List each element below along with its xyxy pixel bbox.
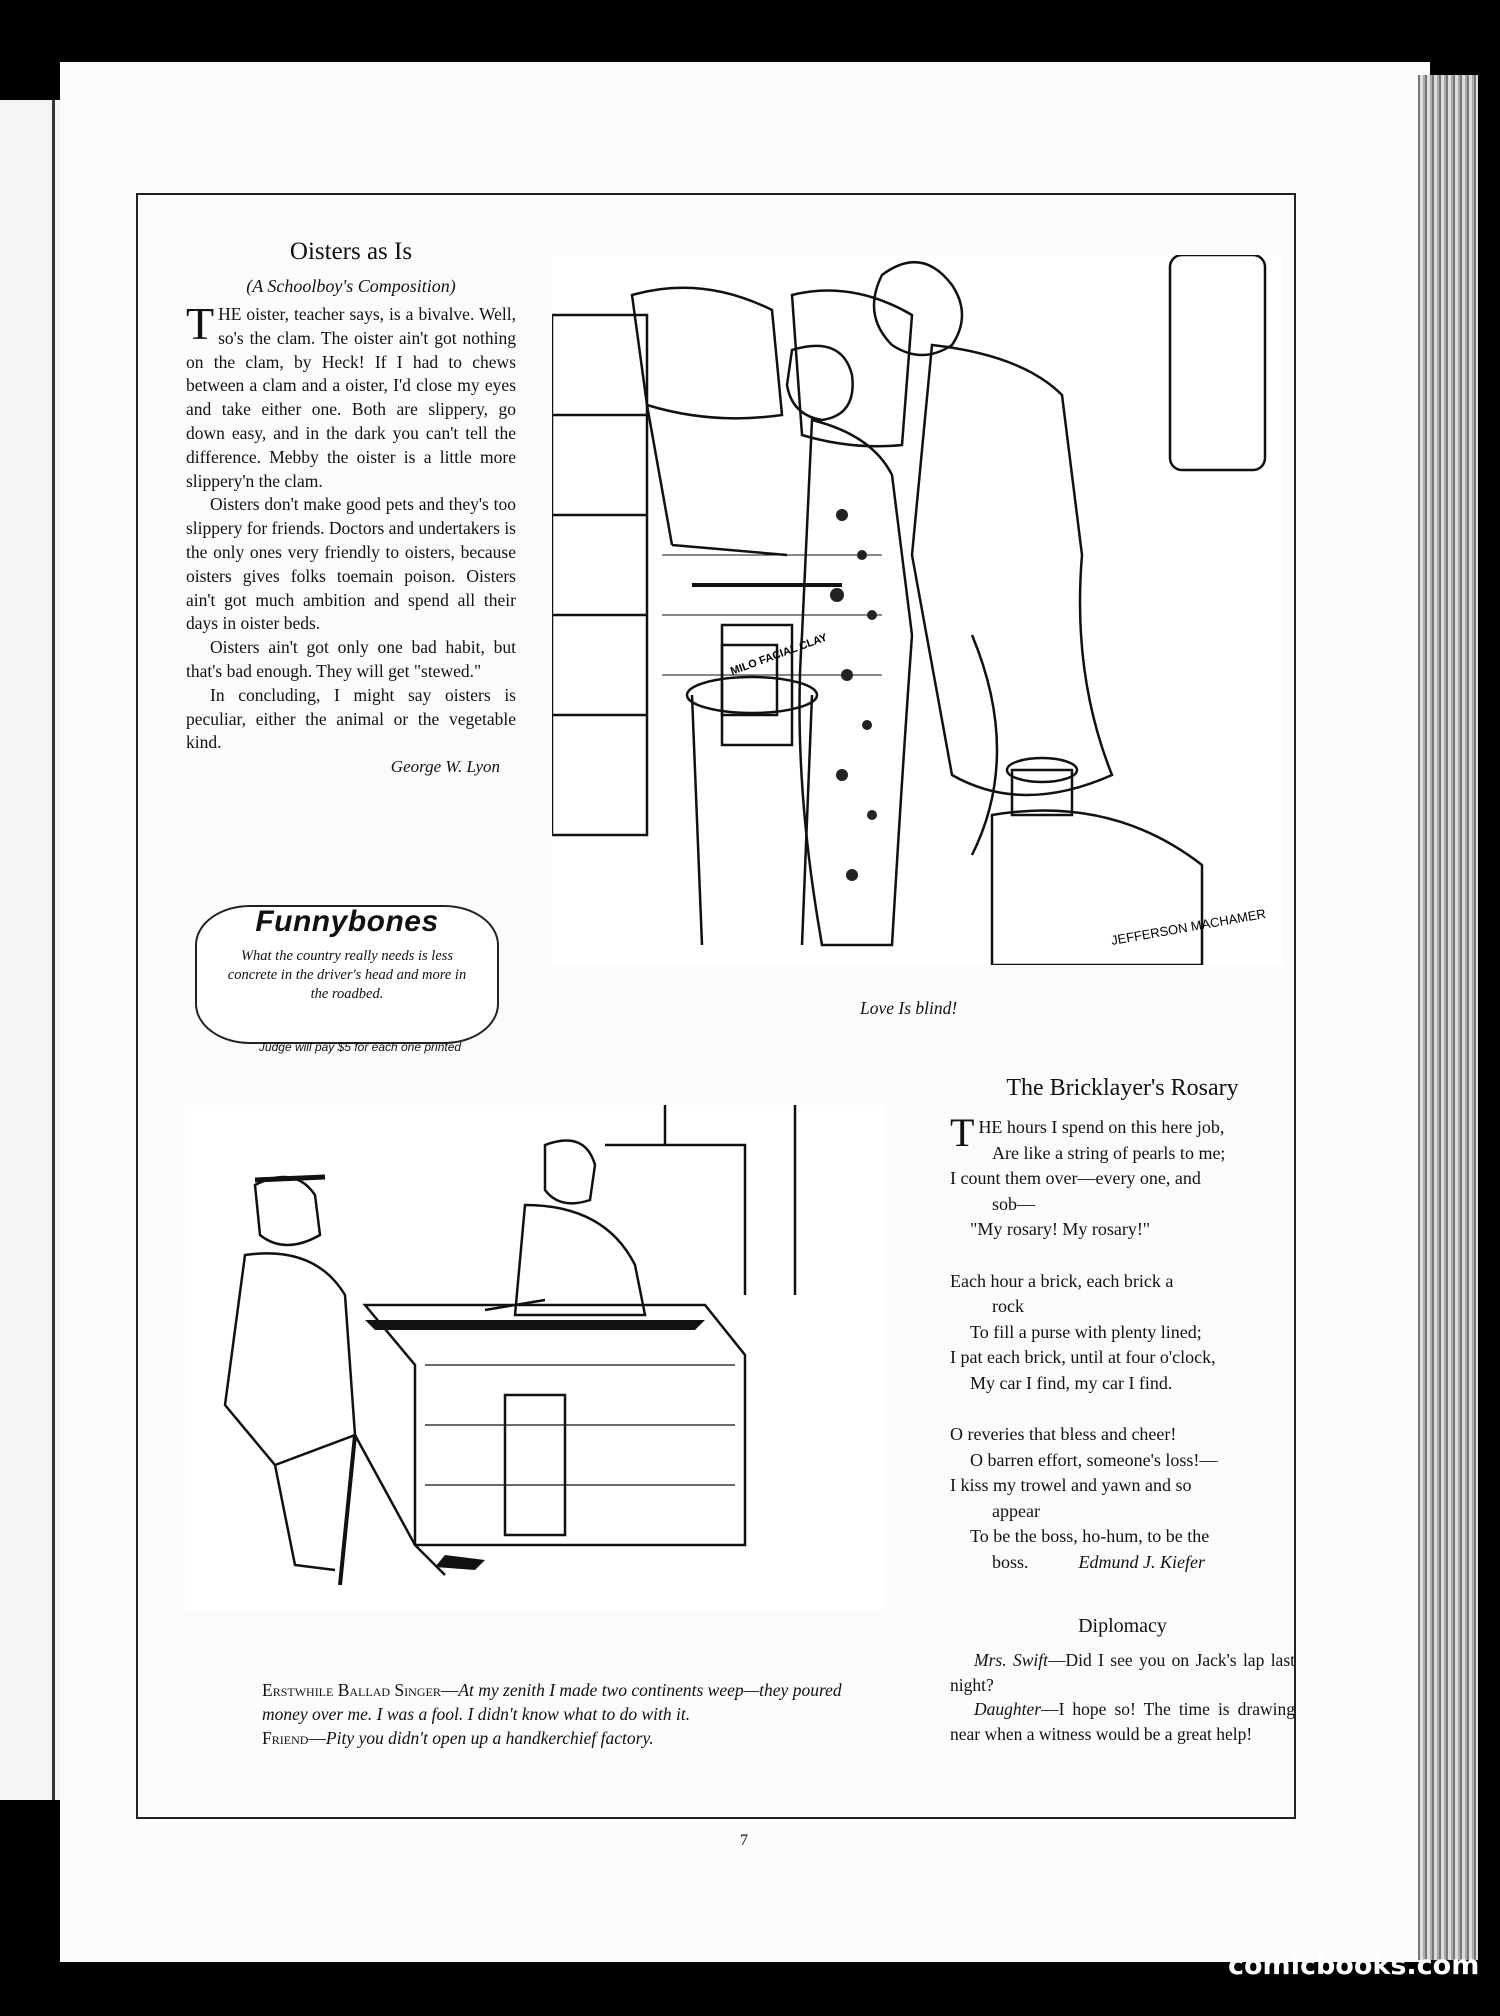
jar-label: MILO FACIAL CLAY bbox=[728, 631, 829, 678]
oisters-paragraph-4: In concluding, I might say oisters is peculiar, either the animal or the vegetable kind. bbox=[186, 684, 516, 753]
diplomacy-article bbox=[950, 1615, 1295, 1746]
diplomacy-body bbox=[950, 1648, 1295, 1746]
cartoon2-caption bbox=[262, 1678, 872, 1750]
funnybones-box bbox=[195, 905, 499, 1044]
poem-line: appear bbox=[992, 1500, 1040, 1521]
speaker-ballad-singer: Erstwhile Ballad Singer bbox=[262, 1680, 441, 1700]
diplomacy-line-1: Mrs. Swift—Did I see you on Jack's lap last night? bbox=[950, 1650, 1295, 1695]
oisters-subtitle: (A Schoolboy's Composition) bbox=[246, 276, 456, 296]
poem-line: "My rosary! My rosary!" bbox=[970, 1219, 1151, 1239]
diplomacy-line-2: Daughter—I hope so! The time is drawing near when a witness would be a great help! bbox=[950, 1699, 1295, 1744]
speaker-friend: Friend bbox=[262, 1728, 309, 1748]
poem-line: I count them over—every one, and bbox=[950, 1168, 1201, 1188]
poem-line: Each hour a brick, each brick a bbox=[950, 1270, 1174, 1291]
poem-line: O barren effort, someone's loss!— bbox=[970, 1449, 1218, 1470]
poem-line: Are like a string of pearls to me; bbox=[992, 1142, 1226, 1163]
poem-line: rock bbox=[992, 1296, 1024, 1316]
diplomacy-title: Diplomacy bbox=[1078, 1615, 1167, 1637]
oisters-article bbox=[186, 238, 516, 777]
poem-line: I pat each brick, until at four o'clock, bbox=[950, 1347, 1216, 1367]
poem-line: O reveries that bless and cheer! bbox=[950, 1424, 1177, 1444]
poem-line: THE hours I spend on this here job, bbox=[950, 1110, 1225, 1155]
page-stack-edge bbox=[1418, 75, 1478, 1960]
poem-title: The Bricklayer's Rosary bbox=[1006, 1075, 1239, 1101]
poem-line: sob— bbox=[992, 1193, 1036, 1214]
bar-scene-illustration bbox=[185, 1105, 885, 1610]
poem-line: To be the boss, ho-hum, to be the bbox=[970, 1526, 1210, 1546]
cartoon2-exchange-2: Friend—Pity you didn't open up a handkerchief factory. bbox=[262, 1728, 654, 1748]
oisters-paragraph-3: Oisters ain't got only one bad habit, but that's bad enough. They will get "stewed." bbox=[186, 637, 516, 681]
bricklayer-poem bbox=[950, 1075, 1295, 1102]
watermark: comicbooks.com bbox=[1228, 1950, 1480, 1981]
funnybones-text: What the country really needs is less concrete in the driver's head and more in the roadbed. bbox=[227, 948, 467, 1002]
ballad-singer-illustration bbox=[185, 1105, 885, 1610]
oisters-paragraph-2: Oisters don't make good pets and they's too slippery for friends. Doctors and undertakers is the only ones very friendly to oisters, because oisters gives folks toemain poison. Oisters ain't got much ambition and spend all their days in oister beds. bbox=[186, 494, 516, 634]
poem-line: boss. Edmund J. Kiefer bbox=[992, 1551, 1205, 1572]
poem-line: To fill a purse with plenty lined; bbox=[970, 1321, 1202, 1342]
poem-author: Edmund J. Kiefer bbox=[1078, 1551, 1205, 1572]
oisters-body bbox=[186, 298, 516, 755]
poem-body bbox=[950, 1110, 1295, 1575]
oisters-author: George W. Lyon bbox=[390, 757, 500, 777]
love-is-blind-illustration bbox=[552, 255, 1282, 965]
cartoon1-caption: Love Is blind! bbox=[860, 998, 958, 1018]
oisters-paragraph-1: THE oister, teacher says, is a bivalve. Well, so's the clam. The oister ain't got nothing on the clam, by Heck! If I had to chews between a clam and a oister, I'd close my eyes and take either one. Both are slippery, go down easy, and in the dark you can't tell the difference. Mebby the oister is a little more slippery'n the clam. bbox=[186, 298, 516, 491]
page-number: 7 bbox=[740, 1832, 748, 1849]
poem-line: My car I find, my car I find. bbox=[970, 1372, 1173, 1393]
poem-dropcap: T bbox=[950, 1110, 975, 1155]
cartoon2-exchange-1: Erstwhile Ballad Singer—At my zenith I made two continents weep—they poured money over me. I was a fool. I didn't know what to do with it. bbox=[262, 1680, 842, 1724]
facing-page-edge bbox=[0, 100, 67, 1800]
artist-signature: JEFFERSON MACHAMER bbox=[1109, 905, 1267, 948]
couple-illustration bbox=[552, 255, 1282, 965]
oisters-title: Oisters as Is bbox=[289, 238, 413, 265]
oisters-dropcap: T bbox=[186, 298, 215, 349]
funnybones-logo: Funnybones bbox=[255, 905, 439, 938]
poem-line: I kiss my trowel and yawn and so bbox=[950, 1475, 1192, 1495]
funnybones-footer: Judge will pay $5 for each one printed bbox=[258, 1040, 462, 1054]
